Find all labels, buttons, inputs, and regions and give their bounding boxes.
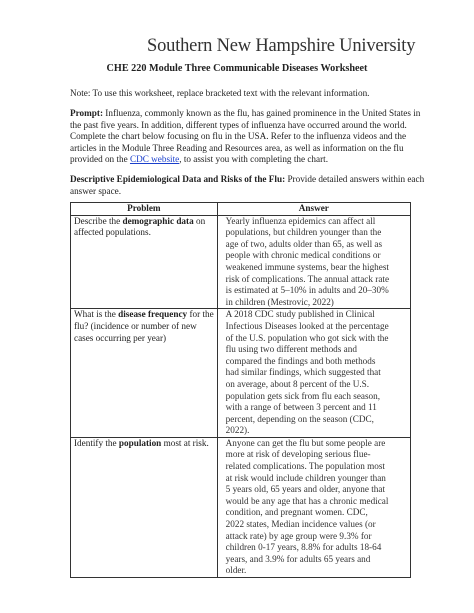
problem-text: cases occurring per year) (74, 332, 167, 343)
problem-text: disease frequency (118, 309, 188, 320)
section-instructions (70, 174, 425, 197)
problem-text: population (118, 437, 162, 448)
note-text: Note: To use this worksheet, replace bracketed text with the relevant information. (70, 88, 370, 98)
answer-line: Yearly influenza epidemics can affect all (225, 215, 376, 226)
answer-line: age of two, adults older than 65, as well as (225, 238, 383, 249)
prompt-label: Prompt: (70, 108, 103, 118)
header-answer: Answer (217, 203, 410, 216)
answer-line: would be any age that has a chronic medical (225, 495, 389, 506)
prompt-line-3: Complete the chart below focusing on flu in the USA. Refer to the influenza videos and the (70, 131, 407, 142)
table-header-row (71, 203, 411, 216)
answer-line: children 0-17 years, 8.8% for adults 18-64 (225, 542, 382, 553)
answer-line: years, and 3.9% for adults 65 years and (225, 553, 371, 564)
answer-cell[interactable] (217, 215, 410, 309)
section-heading: Descriptive Epidemiological Data and Risks of the Flu: (70, 174, 286, 184)
prompt-paragraph (70, 108, 420, 166)
document-title: CHE 220 Module Three Communicable Diseases Worksheet (106, 63, 368, 74)
answer-line: at risk would include children younger than (225, 472, 386, 483)
answer-line: related complications. The population most (225, 461, 385, 472)
problem-cell (71, 215, 218, 309)
answer-cell[interactable] (217, 309, 410, 438)
answer-line: had similar findings, which suggested that (225, 367, 381, 378)
answer-line: people with chronic medical conditions or (225, 250, 381, 261)
problem-text: affected populations. (74, 227, 151, 238)
problem-text: demographic data (122, 215, 194, 226)
prompt-line-4: articles in the Module Three Reading and Resources area, as well as information on the flu (70, 142, 404, 153)
answer-line: flu using two different methods and (225, 344, 357, 355)
answer-line: weakened immune systems, bear the highest (225, 261, 389, 272)
problem-text: flu? (incidence or number of new (74, 320, 197, 331)
cdc-website-link[interactable]: CDC website (129, 154, 180, 165)
table-row (71, 215, 411, 309)
problem-text: most at risk. (161, 437, 209, 448)
answer-line: Infectious Diseases looked at the percentage (225, 320, 389, 331)
epidemiology-table (70, 202, 411, 578)
problem-text: Describe the (74, 215, 123, 226)
prompt-line-5-post: , to assist you with completing the chart. (179, 154, 328, 165)
prompt-line-2: the past five years. In addition, different types of influenza have occurred around the world. (70, 119, 407, 130)
problem-text: Identify the (74, 437, 119, 448)
problem-cell (71, 309, 218, 438)
answer-line: risk of complications. The annual attack rate (225, 273, 390, 284)
answer-line: compared the findings and both methods (225, 355, 376, 366)
answer-line: condition, and pregnant women. CDC, (225, 507, 368, 518)
answer-line: is estimated at 5–10% in adults and 20–30% (225, 285, 389, 296)
prompt-line-5-pre: provided on the (70, 154, 130, 165)
problem-text: for the (187, 309, 214, 320)
answer-line: attack rate) by age group were 9.3% for (225, 530, 372, 541)
answer-line: of the U.S. population who got sick with the (225, 332, 389, 343)
answer-line: percent, depending on the season (CDC, (225, 413, 374, 424)
answer-line: older. (225, 565, 247, 576)
problem-cell (71, 437, 218, 577)
answer-line: 2022). (225, 425, 250, 436)
answer-line: 2022 states, Median incidence values (or (225, 519, 376, 530)
problem-text: What is the (74, 309, 119, 320)
section-instr-line-2: answer space. (70, 185, 122, 196)
table-row (71, 437, 411, 577)
answer-line: A 2018 CDC study published in Clinical (225, 309, 375, 320)
answer-cell[interactable] (217, 437, 410, 577)
table-row (71, 309, 411, 438)
header-problem: Problem (71, 203, 218, 216)
section-instr-line-1: Provide detailed answers within each (285, 174, 425, 184)
answer-line: populations, but children younger than the (225, 227, 382, 238)
answer-line: Anyone can get the flu but some people are (225, 437, 386, 448)
prompt-line-1: Influenza, commonly known as the flu, has gained prominence in the United States in (103, 108, 421, 118)
answer-line: on average, about 8 percent of the U.S. (225, 378, 370, 389)
answer-line: in children (Mestrovic, 2022) (225, 296, 334, 307)
answer-line: with a range of between 3 percent and 11 (225, 402, 377, 413)
university-logo: Southern New Hampshire University (147, 36, 416, 56)
problem-text: on (193, 215, 206, 226)
answer-line: population gets sick from flu each season, (225, 390, 381, 401)
answer-line: 5 years old, 65 years and older, anyone that (225, 484, 386, 495)
answer-line: more at risk of developing serious flue- (225, 449, 371, 460)
